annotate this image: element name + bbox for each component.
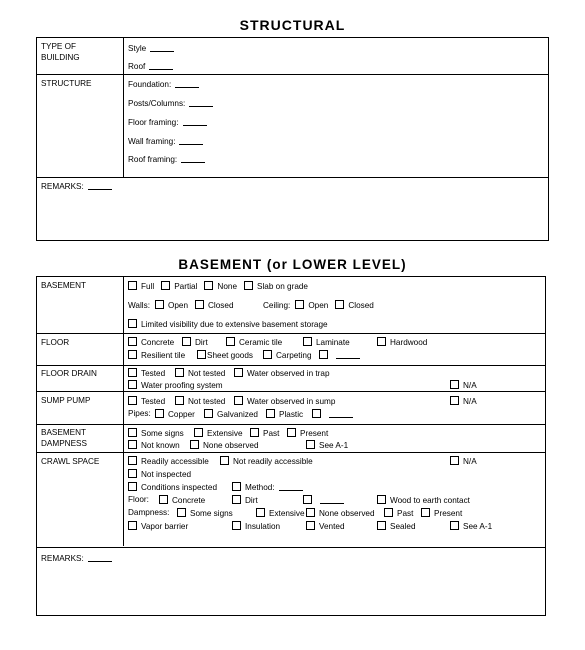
drain-option-not-tested[interactable] <box>175 368 225 379</box>
checkbox[interactable] <box>128 380 137 389</box>
option-label: Not tested <box>188 397 226 406</box>
crawl-option-vapor-barrier[interactable] <box>128 521 188 532</box>
checkbox[interactable] <box>244 281 253 290</box>
roof-label: Roof <box>128 62 146 71</box>
option-label: Dirt <box>195 338 208 347</box>
option-label: Readily accessible <box>141 457 209 466</box>
crawl-option-not-readily-accessible[interactable] <box>220 456 313 467</box>
pipes-other-input[interactable] <box>329 409 353 418</box>
wall-framing-input[interactable] <box>179 136 203 145</box>
option-label: Sealed <box>390 522 416 531</box>
option-label: Tested <box>141 369 166 378</box>
option-label: Dirt <box>245 496 258 505</box>
option-label: Extensive <box>207 429 243 438</box>
structural-column-divider <box>123 38 124 177</box>
option-label: Insulation <box>245 522 281 531</box>
checkbox[interactable] <box>306 508 315 517</box>
option-label: Closed <box>208 301 234 310</box>
basement-row-divider <box>37 365 545 366</box>
floor-row-label: FLOOR <box>41 338 70 347</box>
floor-framing-field[interactable] <box>128 117 207 128</box>
structural-remarks-label: REMARKS: <box>41 182 84 191</box>
option-label: Water observed in trap <box>247 369 330 378</box>
checkbox[interactable] <box>303 495 312 504</box>
dampness-option-see-a1[interactable] <box>306 440 348 451</box>
dampness-option-past[interactable] <box>250 428 279 439</box>
crawl-option-sealed[interactable] <box>377 521 416 532</box>
option-label: Concrete <box>172 496 206 505</box>
crawl-option-conditions-inspected[interactable] <box>128 482 217 493</box>
checkbox[interactable] <box>450 396 459 405</box>
option-label: Copper <box>168 410 195 419</box>
option-label: Slab on grade <box>257 282 308 291</box>
checkbox[interactable] <box>190 440 199 449</box>
option-label: Water proofing system <box>141 381 223 390</box>
option-label: N/A <box>463 457 477 466</box>
checkbox[interactable] <box>128 440 137 449</box>
checkbox[interactable] <box>128 469 137 478</box>
floor-option-hardwood[interactable] <box>377 337 427 348</box>
foundation-input[interactable] <box>175 79 199 88</box>
checkbox[interactable] <box>226 337 235 346</box>
option-label: Open <box>167 301 189 310</box>
option-label: Method: <box>245 483 275 492</box>
structural-row-divider <box>37 177 548 178</box>
checkbox[interactable] <box>128 368 137 377</box>
limited-visibility-option[interactable] <box>128 319 328 330</box>
option-label: Some signs <box>190 509 233 518</box>
checkbox[interactable] <box>287 428 296 437</box>
checkbox[interactable] <box>303 337 312 346</box>
checkbox[interactable] <box>450 456 459 465</box>
pipes-option-copper[interactable] <box>155 409 195 420</box>
structural-row-divider <box>37 74 548 75</box>
checkbox[interactable] <box>232 521 241 530</box>
floor-framing-label: Floor framing: <box>128 118 179 127</box>
checkbox[interactable] <box>450 380 459 389</box>
checkbox[interactable] <box>377 495 386 504</box>
ceiling-label: Ceiling: <box>263 301 291 310</box>
crawl-floor-option-concrete[interactable] <box>159 495 205 506</box>
floor-option-other[interactable] <box>319 350 360 361</box>
posts-columns-input[interactable] <box>189 98 213 107</box>
checkbox[interactable] <box>204 281 213 290</box>
checkbox[interactable] <box>128 350 137 359</box>
floor-option-sheet-goods[interactable] <box>197 350 253 361</box>
checkbox[interactable] <box>250 428 259 437</box>
option-label: Not inspected <box>141 470 192 479</box>
checkbox[interactable] <box>194 428 203 437</box>
ceiling-open[interactable] <box>295 300 328 311</box>
checkbox[interactable] <box>128 337 137 346</box>
crawl-option-readily-accessible[interactable] <box>128 456 209 467</box>
crawl-option-not-inspected[interactable] <box>128 469 191 480</box>
crawl-floor-label: Floor: <box>128 495 149 504</box>
option-label: N/A <box>463 381 477 390</box>
option-label: Hardwood <box>390 338 428 347</box>
option-label: Not readily accessible <box>233 457 313 466</box>
checkbox[interactable] <box>232 495 241 504</box>
crawl-option-see-a1[interactable] <box>450 521 492 532</box>
checkbox[interactable] <box>155 409 164 418</box>
roof-field[interactable] <box>128 61 173 72</box>
option-label: Some signs <box>141 429 184 438</box>
checkbox[interactable] <box>128 281 137 290</box>
checkbox[interactable] <box>312 409 321 418</box>
checkbox[interactable] <box>128 319 137 328</box>
crawl-dampness-option-present[interactable] <box>421 508 462 519</box>
option-label: Concrete <box>141 338 175 347</box>
sump-option-na[interactable] <box>450 396 477 407</box>
type-of-building-label: TYPE OF BUILDING <box>41 42 80 62</box>
checkbox[interactable] <box>256 508 265 517</box>
checkbox[interactable] <box>319 350 328 359</box>
checkbox[interactable] <box>128 482 137 491</box>
option-label: Conditions inspected <box>141 483 218 492</box>
checkbox[interactable] <box>161 281 170 290</box>
dampness-option-not-known[interactable] <box>128 440 180 451</box>
floor-option-resilient-tile[interactable] <box>128 350 185 361</box>
roof-input[interactable] <box>149 61 173 70</box>
option-label: Sheet goods <box>207 351 253 360</box>
crawl-floor-option-dirt[interactable] <box>232 495 258 506</box>
floor-framing-input[interactable] <box>183 117 207 126</box>
option-label: Present <box>434 509 463 518</box>
drain-option-tested[interactable] <box>128 368 165 379</box>
option-label: Not tested <box>188 369 226 378</box>
crawl-option-method[interactable] <box>232 482 303 493</box>
crawl-option-na[interactable] <box>450 456 477 467</box>
structural-remarks-input[interactable] <box>88 181 112 190</box>
basement-remarks-input[interactable] <box>88 553 112 562</box>
basement-type-options <box>128 281 315 292</box>
basement-title: BASEMENT (or LOWER LEVEL) <box>178 257 407 272</box>
crawl-dampness-option-extensive[interactable] <box>256 508 305 519</box>
option-partial[interactable] <box>161 281 197 292</box>
roof-framing-input[interactable] <box>181 154 205 163</box>
wall-framing-field[interactable] <box>128 136 203 147</box>
basement-remarks-label: REMARKS: <box>41 554 84 563</box>
option-label: None observed <box>203 441 259 450</box>
checkbox[interactable] <box>159 495 168 504</box>
method-input[interactable] <box>279 482 303 491</box>
checkbox[interactable] <box>128 428 137 437</box>
crawl-dampness-label: Dampness: <box>128 508 170 517</box>
dampness-option-present[interactable] <box>287 428 328 439</box>
pipes-label: Pipes: <box>128 409 151 418</box>
crawl-floor-option-wood-to-earth[interactable] <box>377 495 470 506</box>
option-label: Tested <box>141 397 166 406</box>
structural-table <box>36 37 549 241</box>
option-label: Plastic <box>279 410 304 419</box>
basement-row-divider <box>37 391 545 392</box>
style-label: Style <box>128 44 147 53</box>
basement-column-divider <box>123 277 124 546</box>
option-label: Extensive <box>269 509 305 518</box>
walls-closed[interactable] <box>195 300 234 311</box>
dampness-option-none-observed[interactable] <box>190 440 259 451</box>
style-field[interactable] <box>128 43 174 54</box>
basement-row-divider <box>37 452 545 453</box>
option-label: Past <box>263 429 280 438</box>
option-label: N/A <box>463 397 477 406</box>
sump-option-water-observed-sump[interactable] <box>234 396 335 407</box>
basement-table <box>36 276 546 616</box>
drain-option-water-proofing[interactable] <box>128 380 223 391</box>
basement-row-label: BASEMENT <box>41 281 87 290</box>
foundation-label: Foundation: <box>128 80 172 89</box>
checkbox[interactable] <box>128 521 137 530</box>
checkbox[interactable] <box>232 482 241 491</box>
crawl-floor-option-other[interactable] <box>303 495 344 506</box>
option-label: Ceramic tile <box>239 338 283 347</box>
checkbox[interactable] <box>377 337 386 346</box>
option-none[interactable] <box>204 281 237 292</box>
floor-drain-row-label: FLOOR DRAIN <box>41 369 97 378</box>
option-label: None <box>217 282 237 291</box>
option-slab-on-grade[interactable] <box>244 281 308 292</box>
checkbox[interactable] <box>306 521 315 530</box>
floor-option-carpeting[interactable] <box>263 350 312 361</box>
checkbox[interactable] <box>197 350 206 359</box>
checkbox[interactable] <box>182 337 191 346</box>
option-label: Vapor barrier <box>141 522 189 531</box>
checkbox[interactable] <box>295 300 304 309</box>
crawl-dampness-option-some-signs[interactable] <box>177 508 233 519</box>
sump-option-tested[interactable] <box>128 396 165 407</box>
basement-row-divider <box>37 547 545 548</box>
crawl-floor-other-input[interactable] <box>320 495 344 504</box>
style-input[interactable] <box>150 43 174 52</box>
sump-option-not-tested[interactable] <box>175 396 225 407</box>
pipes-option-plastic[interactable] <box>266 409 303 420</box>
dampness-option-extensive[interactable] <box>194 428 243 439</box>
walls-options <box>128 300 241 311</box>
checkbox[interactable] <box>177 508 186 517</box>
ceiling-closed[interactable] <box>335 300 374 311</box>
checkbox[interactable] <box>266 409 275 418</box>
basement-row-divider <box>37 333 545 334</box>
floor-option-dirt[interactable] <box>182 337 208 348</box>
checkbox[interactable] <box>234 368 243 377</box>
option-label: Present <box>300 429 329 438</box>
option-label: Wood to earth contact <box>390 496 470 505</box>
checkbox[interactable] <box>175 396 184 405</box>
option-label: Partial <box>174 282 198 291</box>
roof-framing-field[interactable] <box>128 154 205 165</box>
posts-columns-label: Posts/Columns: <box>128 99 186 108</box>
walls-open[interactable] <box>155 300 188 311</box>
option-label: Galvanized <box>217 410 258 419</box>
posts-columns-field[interactable] <box>128 98 213 109</box>
floor-other-input[interactable] <box>336 350 360 359</box>
checkbox[interactable] <box>335 300 344 309</box>
crawl-option-insulation[interactable] <box>232 521 280 532</box>
checkbox[interactable] <box>175 368 184 377</box>
option-full[interactable] <box>128 281 154 292</box>
option-label: Closed <box>348 301 374 310</box>
option-label: Full <box>141 282 155 291</box>
checkbox[interactable] <box>128 456 137 465</box>
checkbox[interactable] <box>155 300 164 309</box>
option-label: Vented <box>319 522 345 531</box>
option-label: Past <box>397 509 414 518</box>
drain-option-water-observed-trap[interactable] <box>234 368 330 379</box>
option-label: Limited visibility due to extensive basement storage <box>141 320 328 329</box>
dampness-option-some-signs[interactable] <box>128 428 184 439</box>
option-label: See A-1 <box>463 522 493 531</box>
option-label: None observed <box>319 509 375 518</box>
option-label: Laminate <box>316 338 350 347</box>
floor-option-ceramic-tile[interactable] <box>226 337 282 348</box>
checkbox[interactable] <box>128 396 137 405</box>
checkbox[interactable] <box>204 409 213 418</box>
foundation-field[interactable] <box>128 79 199 90</box>
option-label: See A-1 <box>319 441 349 450</box>
pipes-option-other[interactable] <box>312 409 353 420</box>
floor-option-concrete[interactable] <box>128 337 174 348</box>
checkbox[interactable] <box>384 508 393 517</box>
crawl-dampness-option-past[interactable] <box>384 508 413 519</box>
checkbox[interactable] <box>421 508 430 517</box>
checkbox[interactable] <box>377 521 386 530</box>
wall-framing-label: Wall framing: <box>128 137 176 146</box>
basement-dampness-row-label: BASEMENT DAMPNESS <box>41 428 87 448</box>
crawl-option-vented[interactable] <box>306 521 345 532</box>
floor-option-laminate[interactable] <box>303 337 350 348</box>
ceiling-options <box>263 300 381 311</box>
checkbox[interactable] <box>234 396 243 405</box>
option-label: Carpeting <box>276 351 312 360</box>
checkbox[interactable] <box>263 350 272 359</box>
option-label: Resilient tile <box>141 351 186 360</box>
basement-row-divider <box>37 424 545 425</box>
option-label: Water observed in sump <box>247 397 336 406</box>
checkbox[interactable] <box>306 440 315 449</box>
sump-pump-row-label: SUMP PUMP <box>41 396 91 405</box>
crawl-dampness-option-none-observed[interactable] <box>306 508 375 519</box>
structural-remarks-field[interactable] <box>41 181 112 192</box>
checkbox[interactable] <box>450 521 459 530</box>
option-label: Open <box>308 301 329 310</box>
drain-option-na[interactable] <box>450 380 477 391</box>
roof-framing-label: Roof framing: <box>128 155 178 164</box>
basement-remarks-field[interactable] <box>41 553 112 564</box>
checkbox[interactable] <box>220 456 229 465</box>
crawl-space-row-label: CRAWL SPACE <box>41 457 100 466</box>
pipes-option-galvanized[interactable] <box>204 409 258 420</box>
walls-label: Walls: <box>128 301 150 310</box>
option-label: Not known <box>141 441 180 450</box>
structure-label: STRUCTURE <box>41 79 92 88</box>
checkbox[interactable] <box>195 300 204 309</box>
structural-title: STRUCTURAL <box>239 17 346 33</box>
